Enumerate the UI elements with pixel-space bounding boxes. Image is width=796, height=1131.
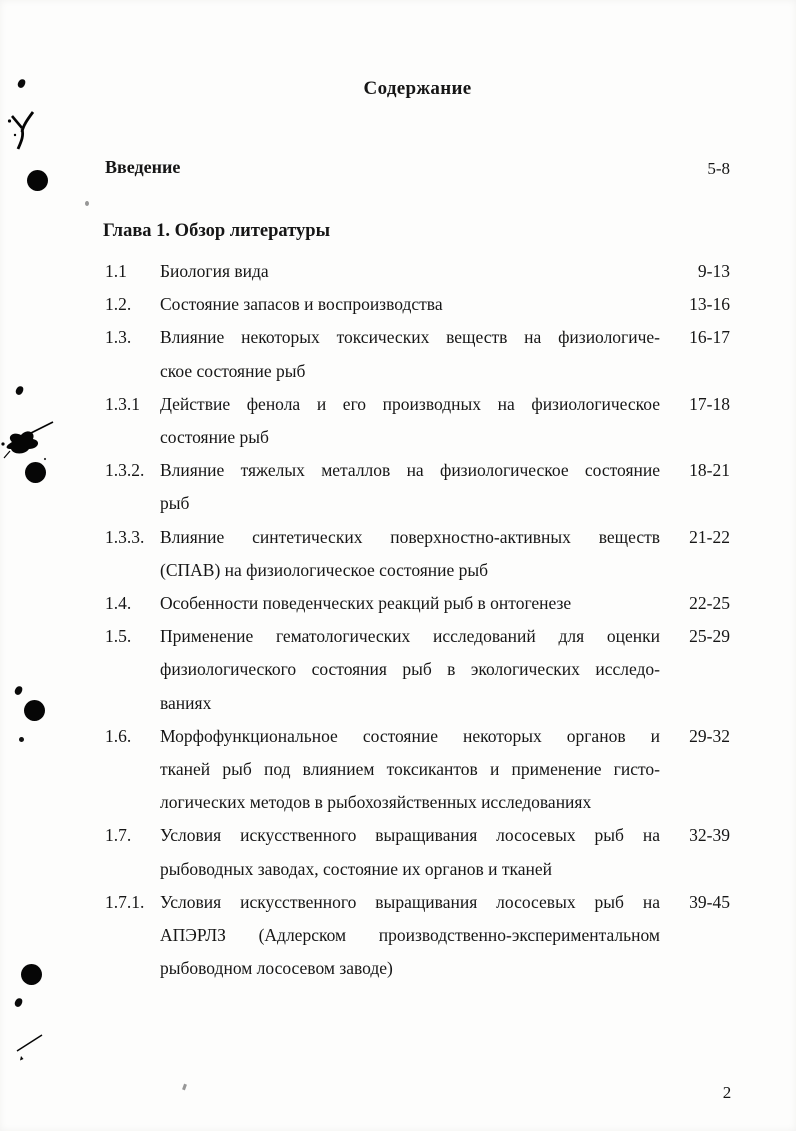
toc-row [105,521,730,587]
intro-label: Введение [105,157,181,177]
toc-title-line: ваниях [160,692,212,713]
toc-title-line: рыбоводном лососевом заводе) [160,958,393,979]
toc-item-number: 1.2. [105,294,132,315]
toc-item-title [160,288,660,321]
toc-item-number: 1.1 [105,261,127,281]
toc-title-line: физиологического состояния рыб в экологических исследо- [160,659,660,680]
scan-speck [182,1084,187,1091]
handwritten-mark [6,108,42,154]
toc-title-line: рыб [160,493,190,514]
toc-intro-row [105,157,730,179]
toc-row [105,454,730,520]
toc-title-line: тканей рыб под влиянием токсикантов и применение гисто- [160,759,660,780]
toc-row [105,321,730,387]
scan-speck [15,385,24,396]
toc-row [105,886,730,986]
toc-item-title [160,886,660,986]
toc-title-line: Действие фенола и его производных на физиологическое [160,393,660,414]
toc-title-line: Применение гематологических исследований для оценки [160,626,660,647]
intro-pages: 5-8 [707,159,730,178]
toc-title-line: Условия искусственного выращивания лососевых рыб на [160,825,660,846]
toc-row [105,819,730,885]
toc-title-line: рыбоводных заводах, состояние их органов и тканей [160,858,552,879]
scan-speck [19,737,24,742]
toc-row [105,388,730,454]
toc-item-pages: 21-22 [689,526,730,547]
chapter-heading: Глава 1. Обзор литературы [103,221,331,241]
toc-list [105,255,730,985]
scan-speck [14,997,23,1008]
toc-item-number: 1.7.1. [105,891,145,912]
toc-item-number: 1.3.2. [105,460,145,481]
toc-item-title [160,255,660,288]
toc-item-title [160,819,660,885]
toc-item-pages: 32-39 [689,825,730,846]
toc-title-line: ское состояние рыб [160,360,306,381]
toc-title-line: (СПАВ) на физиологическое состояние рыб [160,559,489,580]
toc-item-number: 1.4. [105,593,132,614]
scan-speck [14,685,23,696]
toc-title-line: Условия искусственного выращивания лососевых рыб на [160,891,660,912]
scan-speck [85,201,89,206]
toc-item-title [160,521,660,587]
toc-title-line: состояние рыб [160,427,269,448]
toc-title-line: логических методов в рыбохозяйственных исследованиях [160,792,592,813]
toc-item-pages: 9-13 [697,261,730,281]
toc-item-pages: 39-45 [689,891,730,912]
toc-item-title [160,454,660,520]
toc-row [105,587,730,620]
toc-item-pages: 18-21 [689,460,730,481]
toc-item-title [160,620,660,720]
toc-item-number: 1.6. [105,725,132,746]
toc-item-pages: 29-32 [689,725,730,746]
toc-item-pages: 17-18 [689,393,730,414]
toc-title-line: Биология вида [160,261,269,281]
pencil-stroke [14,1030,46,1062]
toc-item-pages: 16-17 [689,327,730,348]
ink-dot [21,964,42,985]
toc-item-title [160,321,660,387]
ink-blob [0,418,58,464]
toc-item-title [160,720,660,820]
scan-speck [17,78,26,89]
toc-title-line: Влияние тяжелых металлов на физиологическое состояние [160,460,660,481]
toc-row [105,255,730,288]
toc-title-line: Влияние некоторых токсических веществ на физиологиче- [160,327,660,348]
toc-item-pages: 13-16 [689,294,730,315]
toc-item-pages: 25-29 [689,626,730,647]
toc-item-number: 1.3. [105,327,132,348]
toc-item-number: 1.7. [105,825,132,846]
toc-item-title [160,388,660,454]
toc-title-line: Влияние синтетических поверхностно-активных веществ [160,526,660,547]
toc-row [105,288,730,321]
toc-title-line: Морфофункциональное состояние некоторых органов и [160,725,660,746]
ink-dot [27,170,48,191]
toc-item-number: 1.3.3. [105,526,145,547]
page-number: 2 [722,1083,732,1102]
toc-row [105,720,730,820]
toc-row [105,620,730,720]
toc-title-line: Состояние запасов и воспроизводства [160,294,443,315]
page-title: Содержание [363,78,472,99]
toc-title-line: АПЭРЛЗ (Адлерском производственно-экспериментальном [160,925,660,946]
toc-title-line: Особенности поведенческих реакций рыб в онтогенезе [160,593,572,614]
toc-item-title [160,587,660,620]
ink-dot [25,462,46,483]
toc-item-number: 1.3.1 [105,393,140,414]
toc-item-number: 1.5. [105,626,132,647]
ink-dot [24,700,45,721]
toc-item-pages: 22-25 [689,593,730,614]
